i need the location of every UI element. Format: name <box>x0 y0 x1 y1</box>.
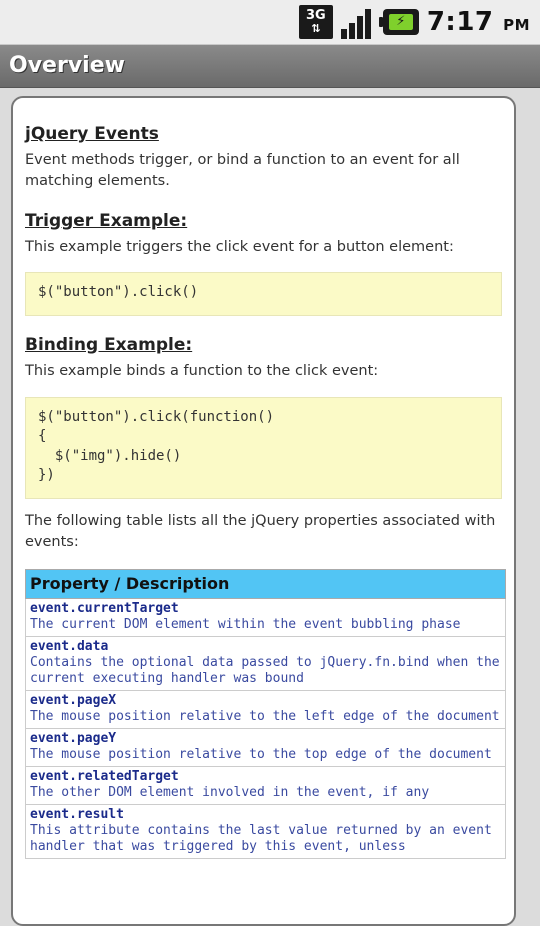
table-row <box>26 598 506 636</box>
table-intro-text: The following table lists all the jQuery properties associated with events: <box>25 512 496 550</box>
property-description: The mouse position relative to the top edge of the document <box>30 746 492 762</box>
property-name: event.relatedTarget <box>30 768 179 784</box>
binding-example-text: This example binds a function to the click event: <box>25 362 379 379</box>
clock-ampm: PM <box>503 16 530 34</box>
table-row <box>26 636 506 690</box>
property-name: event.pageY <box>30 730 117 746</box>
table-row <box>26 690 506 728</box>
table-header: Property / Description <box>26 569 506 598</box>
table-header-row <box>26 569 506 598</box>
table-row <box>26 766 506 804</box>
trigger-code-block: $("button").click() <box>25 272 502 316</box>
property-description: The current DOM element within the event bubbling phase <box>30 616 461 632</box>
battery-icon: ⚡ <box>383 9 419 35</box>
property-name: event.result <box>30 806 124 822</box>
property-description: The other DOM element involved in the event, if any <box>30 784 430 800</box>
content-card[interactable] <box>11 96 516 926</box>
property-name: event.pageX <box>30 692 117 708</box>
property-name: event.currentTarget <box>30 600 179 616</box>
binding-code-block: $("button").click(function() { $("img").hide() }) <box>25 397 502 499</box>
property-description: Contains the optional data passed to jQuery.fn.bind when the current executing handler was bound <box>30 654 500 686</box>
property-description: This attribute contains the last value returned by an event handler that was triggered by this event, unless <box>30 822 492 854</box>
status-clock <box>427 7 530 37</box>
section-heading-jquery-events: jQuery Events <box>25 124 159 144</box>
event-properties-table <box>25 569 506 859</box>
network-3g-icon: 3G ⇅ <box>299 5 333 39</box>
intro-text: Event methods trigger, or bind a function to an event for all matching elements. <box>25 152 460 189</box>
property-description: The mouse position relative to the left edge of the document <box>30 708 500 724</box>
property-name: event.data <box>30 638 109 654</box>
table-row <box>26 728 506 766</box>
trigger-example-text: This example triggers the click event for a button element: <box>25 239 454 255</box>
binding-example-heading: Binding Example: <box>25 334 193 355</box>
trigger-example-heading: Trigger Example: <box>25 211 188 231</box>
title-bar <box>0 45 540 88</box>
network-label: 3G <box>305 8 326 23</box>
signal-icon <box>341 5 375 39</box>
table-row <box>26 804 506 858</box>
clock-time: 7:17 <box>426 7 494 37</box>
page-title: Overview <box>9 53 125 78</box>
status-bar <box>0 0 540 45</box>
